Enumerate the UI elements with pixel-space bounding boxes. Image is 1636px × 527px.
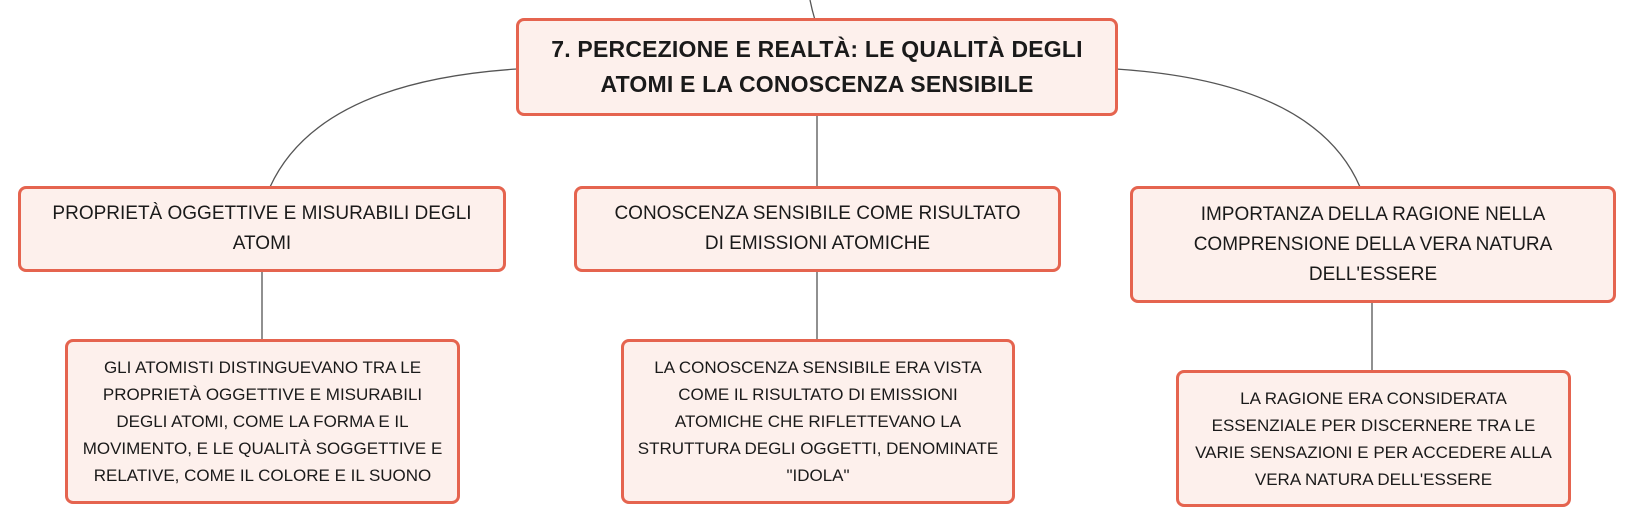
- branch-2-detail-node[interactable]: [621, 339, 1015, 504]
- branch-3-topic-text: IMPORTANZA DELLA RAGIONE NELLA COMPRENSIONE DELLA VERA NATURA DELL'ESSERE: [1193, 203, 1553, 285]
- branch-1-detail-node[interactable]: [65, 339, 460, 504]
- branch-3-detail-node[interactable]: [1176, 370, 1571, 507]
- branch-2-detail-text: LA CONOSCENZA SENSIBILE ERA VISTA COME IL RISULTATO DI EMISSIONI ATOMICHE CHE RIFLETTEVANO LA STRUTTURA DEGLI OGGETTI, DENOMINATE "IDOLA": [637, 358, 999, 485]
- branch-3-topic-node[interactable]: [1130, 186, 1616, 303]
- branch-1-detail-text: GLI ATOMISTI DISTINGUEVANO TRA LE PROPRIETÀ OGGETTIVE E MISURABILI DEGLI ATOMI, COME LA FORMA E IL MOVIMENTO, E LE QUALITÀ SOGGETTIVE E RELATIVE, COME IL COLORE E IL SUONO: [82, 358, 443, 485]
- branch-1-topic-node[interactable]: [18, 186, 506, 272]
- branch-1-topic-text: PROPRIETÀ OGGETTIVE E MISURABILI DEGLI ATOMI: [52, 203, 472, 254]
- connector-root-to-branch-1: [270, 69, 517, 187]
- connector-root-to-branch-3: [1116, 69, 1360, 187]
- root-topic-text: 7. PERCEZIONE E REALTÀ: LE QUALITÀ DEGLI ATOMI E LA CONOSCENZA SENSIBILE: [551, 36, 1083, 97]
- connector-parent-to-root: [810, 0, 815, 20]
- branch-3-detail-text: LA RAGIONE ERA CONSIDERATA ESSENZIALE PER DISCERNERE TRA LE VARIE SENSAZIONI E PER ACCEDERE ALLA VERA NATURA DELL'ESSERE: [1195, 388, 1552, 489]
- branch-2-topic-node[interactable]: [574, 186, 1061, 272]
- branch-2-topic-text: CONOSCENZA SENSIBILE COME RISULTATO DI EMISSIONI ATOMICHE: [614, 203, 1021, 254]
- root-topic-node[interactable]: [516, 18, 1118, 116]
